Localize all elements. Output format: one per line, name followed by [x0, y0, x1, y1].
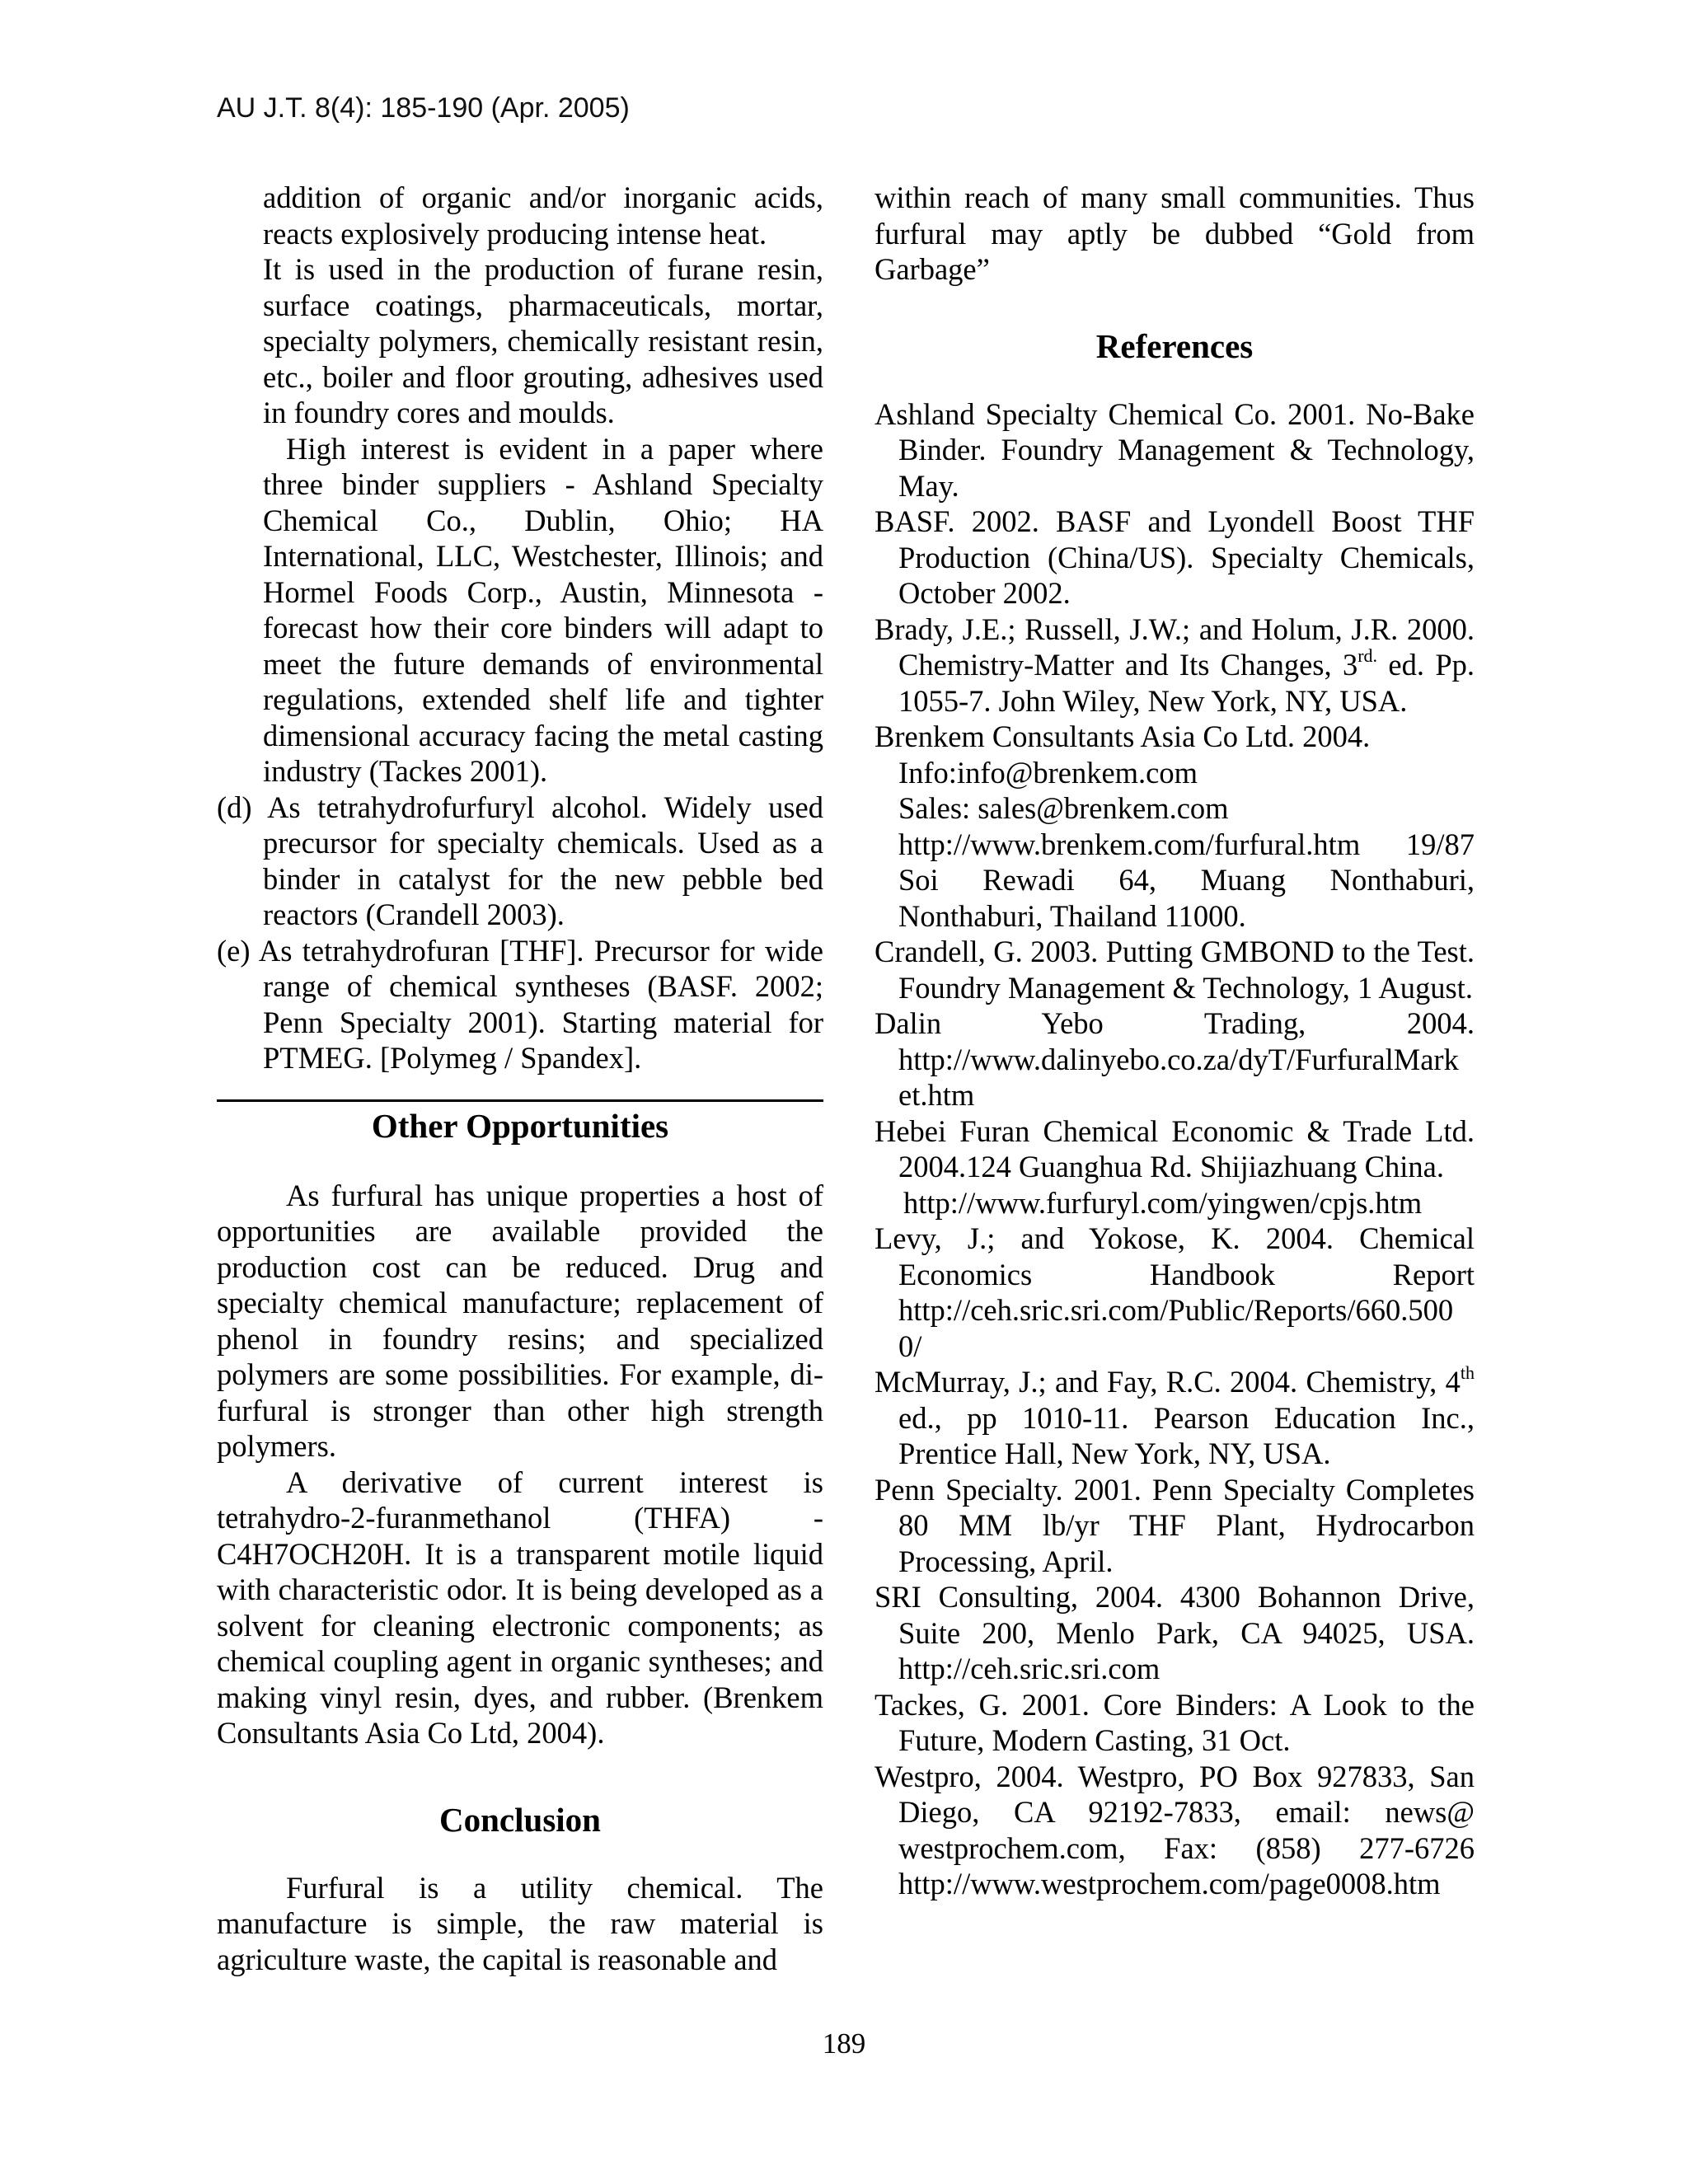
reference-url: http://www.furfuryl.com/yingwen/cpjs.htm [903, 1185, 1423, 1220]
reference-text: McMurray, J.; and Fay, R.C. 2004. Chemistry, 4 [874, 1365, 1461, 1399]
section-divider [217, 1099, 823, 1102]
superscript: rd. [1357, 645, 1378, 666]
paragraph: High interest is evident in a paper where three binder suppliers - Ashland Specialty Chemical Co., Dublin, Ohio; HA International, LLC, Westchester, Illinois; and Hormel Foods Corp., Austin, Minnesota - forecast how their core binders will adapt to meet the future demands of environmental regulations, extended shelf life and tighter dimensional accuracy facing the metal casting industry (Tackes 2001). [263, 431, 823, 788]
section-heading-conclusion: Conclusion [439, 1800, 601, 1839]
reference-item: Ashland Specialty Chemical Co. 2001. No-Bake Binder. Foundry Management & Technology, May. [874, 396, 1475, 503]
superscript: th [1460, 1362, 1475, 1383]
section-heading-references: References [1095, 326, 1254, 365]
reference-item [874, 1364, 1475, 1472]
list-item-d: (d) As tetrahydrofurfuryl alcohol. Widely used precursor for specialty chemicals. Used as a binder in catalyst for the new pebble bed reactors (Crandell 2003). [217, 790, 823, 931]
paragraph: As furfural has unique properties a host of opportunities are available provided the production cost can be reduced. Drug and specialty chemical manufacture; replacement of phenol in foundry resins; and specialized polymers are some possibilities. For example, di-furfural is stronger than other high strength polymers. [217, 1178, 823, 1463]
reference-list [874, 396, 1475, 1902]
running-head: AU J.T. 8(4): 185-190 (Apr. 2005) [217, 92, 630, 124]
reference-item: Levy, J.; and Yokose, K. 2004. Chemical Economics Handbook Report http://ceh.sric.sri.com/Public/Reports/660.500 0/ [874, 1221, 1475, 1363]
reference-text: ed., pp 1010-11. Pearson Education Inc., Prentice Hall, New York, NY, USA. [898, 1400, 1475, 1470]
reference-item: Westpro, 2004. Westpro, PO Box 927833, San Diego, CA 92192-7833, email: news@ westprochem.com, Fax: (858) 277-6726 http://www.westprochem.com/page0008.htm [874, 1759, 1475, 1900]
page-number: 189 [822, 2027, 866, 2060]
reference-item: Brenkem Consultants Asia Co Ltd. 2004. [874, 719, 1371, 753]
reference-email-sales: Sales: sales@brenkem.com [898, 791, 1229, 825]
section-heading-other-opportunities: Other Opportunities [371, 1106, 669, 1145]
reference-address: http://www.brenkem.com/furfural.htm 19/87 Soi Rewadi 64, Muang Nonthaburi, Nonthaburi, Thailand 11000. [898, 827, 1475, 933]
reference-item: Dalin Yebo Trading, 2004. http://www.dalinyebo.co.za/dyT/FurfuralMark et.htm [874, 1006, 1475, 1112]
reference-text: ed. Pp. 1055-7. John Wiley, New York, NY, USA. [898, 648, 1475, 718]
reference-item: Tackes, G. 2001. Core Binders: A Look to the Future, Modern Casting, 31 Oct. [874, 1687, 1475, 1757]
reference-text: Brady, J.E.; Russell, J.W.; and Holum, J.R. 2000. Chemistry-Matter and Its Changes, 3 [874, 612, 1475, 682]
reference-email-info: Info:info@brenkem.com [898, 755, 1198, 790]
reference-item: SRI Consulting, 2004. 4300 Bohannon Drive, Suite 200, Menlo Park, CA 94025, USA. http://ceh.sric.sri.com [874, 1580, 1475, 1685]
paragraph: within reach of many small communities. Thus furfural may aptly be dubbed “Gold from Garbage” [874, 180, 1475, 286]
list-item-e: (e) As tetrahydrofuran [THF]. Precursor for wide range of chemical syntheses (BASF. 2002; Penn Specialty 2001). Starting material for PTMEG. [Polymeg / Spandex]. [217, 933, 823, 1075]
paragraph: Furfural is a utility chemical. The manufacture is simple, the raw material is agriculture waste, the capital is reasonable and [217, 1870, 823, 1976]
left-column [217, 180, 823, 1977]
reference-item: Hebei Furan Chemical Economic & Trade Ltd. 2004.124 Guanghua Rd. Shijiazhuang China. [874, 1113, 1475, 1183]
reference-item: Crandell, G. 2003. Putting GMBOND to the Test. Foundry Management & Technology, 1 August. [874, 935, 1475, 1005]
paragraph: It is used in the production of furane resin, surface coatings, pharmaceuticals, mortar, specialty polymers, chemically resistant resin, etc., boiler and floor grouting, adhesives used in foundry cores and moulds. [263, 252, 823, 429]
reference-item: BASF. 2002. BASF and Lyondell Boost THF Production (China/US). Specialty Chemicals, October 2002. [874, 504, 1475, 610]
formula-sentence: A derivative of current interest is tetrahydro-2-furanmethanol (THFA) - C4H7OCH20H. [217, 1465, 823, 1571]
right-column [874, 180, 1475, 1902]
paragraph: addition of organic and/or inorganic acids, reacts explosively producing intense heat. [263, 180, 823, 251]
paragraph [217, 1465, 823, 1751]
reference-item: Penn Specialty. 2001. Penn Specialty Completes 80 MM lb/yr THF Plant, Hydrocarbon Processing, April. [874, 1472, 1475, 1578]
reference-item [874, 612, 1475, 719]
paragraph-text: It is a transparent motile liquid with characteristic odor. It is being developed as a solvent for cleaning electronic components; as chemical coupling agent in organic syntheses; and making vinyl resin, dyes, and rubber. (Brenkem Consultants Asia Co Ltd, 2004). [217, 1536, 824, 1750]
